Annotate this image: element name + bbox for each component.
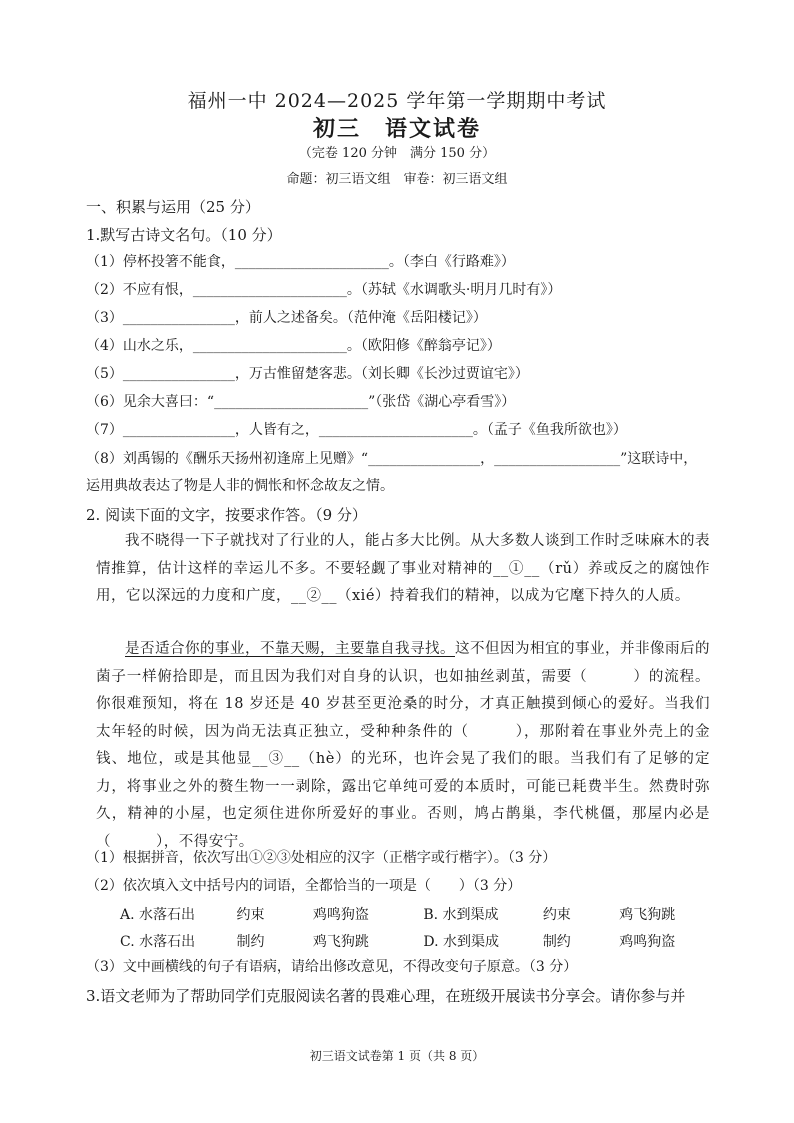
exam-authors: 命题：初三语文组 审卷：初三语文组 xyxy=(286,172,508,187)
q2-passage-paragraph-1 xyxy=(96,528,710,611)
q1-item-3: （3）________________，前人之述备矣。（范仲淹《岳阳楼记》） xyxy=(86,310,487,326)
option-c-label: C. 水落石出 xyxy=(120,934,196,950)
school-title: 福州一中 2024—2025 学年第一学期期中考试 xyxy=(187,90,607,112)
page-footer: 初三语文试卷第 1 页（共 8 页） xyxy=(309,1049,485,1063)
option-b-label: B. 水到渠成 xyxy=(423,907,499,923)
q2-sub-2: （2）依次填入文中括号内的词语，全都恰当的一项是（ ）（3 分） xyxy=(86,878,522,894)
option-a-label: A. 水落石出 xyxy=(120,907,196,923)
q2-passage-text-1: 我不晓得一下子就找对了行业的人，能占多大比例。从大多数人谈到工作时乏味麻木的表情推算，估计这样的幸运儿不多。不要轻觑了事业对精神的__①__（rǔ）养或反之的腐蚀作用，它以深远的力度和广度，__②__（xié）持着我们的精神，以成为它麾下持久的人质。 xyxy=(96,533,710,604)
q2-passage-paragraph-2 xyxy=(96,636,710,856)
option-d-word-2: 制约 xyxy=(542,934,571,950)
question-2-stem: 2. 阅读下面的文字，按要求作答。（9 分） xyxy=(86,506,367,524)
q1-item-6: （6）见余大喜曰：“______________________”（张岱《湖心亭看雪》） xyxy=(86,394,516,410)
q1-item-8-continued: 运用典故表达了物是人非的惆怅和怀念故友之情。 xyxy=(86,478,394,494)
exam-meta: （完卷 120 分钟 满分 150 分） xyxy=(298,146,496,161)
q1-item-4: （4）山水之乐，______________________。（欧阳修《醉翁亭记》） xyxy=(86,338,501,354)
question-3-stem: 3.语文老师为了帮助同学们克服阅读名著的畏难心理，在班级开展读书分享会。请你参与并 xyxy=(86,987,686,1005)
section-heading: 一、积累与运用（25 分） xyxy=(86,198,260,216)
underlined-sentence: 是否适合你的事业，不靠天赐，主要靠自我寻找。 xyxy=(125,641,455,657)
exam-title: 初三 语文试卷 xyxy=(312,116,481,142)
option-a-word-3: 鸡鸣狗盗 xyxy=(312,907,369,923)
q2-sub-3: （3）文中画横线的句子有语病，请给出修改意见，不得改变句子原意。（3 分） xyxy=(86,959,578,975)
q1-item-7: （7）________________，人皆有之，______________________。（孟子《鱼我所欲也》） xyxy=(86,422,627,438)
option-row-ab xyxy=(120,904,675,924)
q2-passage-text-2: 这不但因为相宜的事业，并非像雨后的菌子一样俯拾即是，而且因为我们对自身的认识，也如抽丝剥茧，需要（ ）的流程。你很难预知，将在 18 岁还是 40 岁甚至更沧桑的时分，才真正触摸到倾心的爱好。当我们太年轻的时候，因为尚无法真正独立，受种种条件的（ ），那附着在事业外壳上的金钱、地位，或是其他显__③__（hè）的光环，也许会晃了我们的眼。当我们有了足够的定力，将事业之外的赘生物一一剥除，露出它单纯可爱的本质时，可能已耗费半生。然费时弥久，精神的小屋，也定须住进你所爱好的事业。否则，鸠占鹊巢，李代桃僵，那屋内必是（ ），不得安宁。 xyxy=(96,641,710,850)
q1-item-1: （1）停杯投箸不能食，______________________。（李白《行路难》） xyxy=(86,254,515,270)
question-1-stem: 1.默写古诗文名句。（10 分） xyxy=(86,226,282,244)
option-b-word-2: 约束 xyxy=(542,907,571,923)
option-c-word-3: 鸡飞狗跳 xyxy=(312,934,369,950)
q1-item-8: （8）刘禹锡的《酬乐天扬州初逢席上见赠》“________________，__________________”这联诗中， xyxy=(86,451,698,467)
q1-item-2: （2）不应有恨，______________________。（苏轼《水调歌头·明月几时有》） xyxy=(86,282,562,298)
option-row-cd xyxy=(120,931,675,951)
option-d-label: D. 水到渠成 xyxy=(423,934,499,950)
option-c-word-2: 制约 xyxy=(236,934,265,950)
q2-sub-1: （1）根据拼音，依次写出①②③处相应的汉字（正楷字或行楷字）。（3 分） xyxy=(86,850,557,866)
q1-item-5: （5）________________，万古惟留楚客悲。（刘长卿《长沙过贾谊宅》） xyxy=(86,366,529,382)
option-b-word-3: 鸡飞狗跳 xyxy=(619,907,676,923)
option-d-word-3: 鸡鸣狗盗 xyxy=(619,934,676,950)
option-a-word-2: 约束 xyxy=(236,907,265,923)
